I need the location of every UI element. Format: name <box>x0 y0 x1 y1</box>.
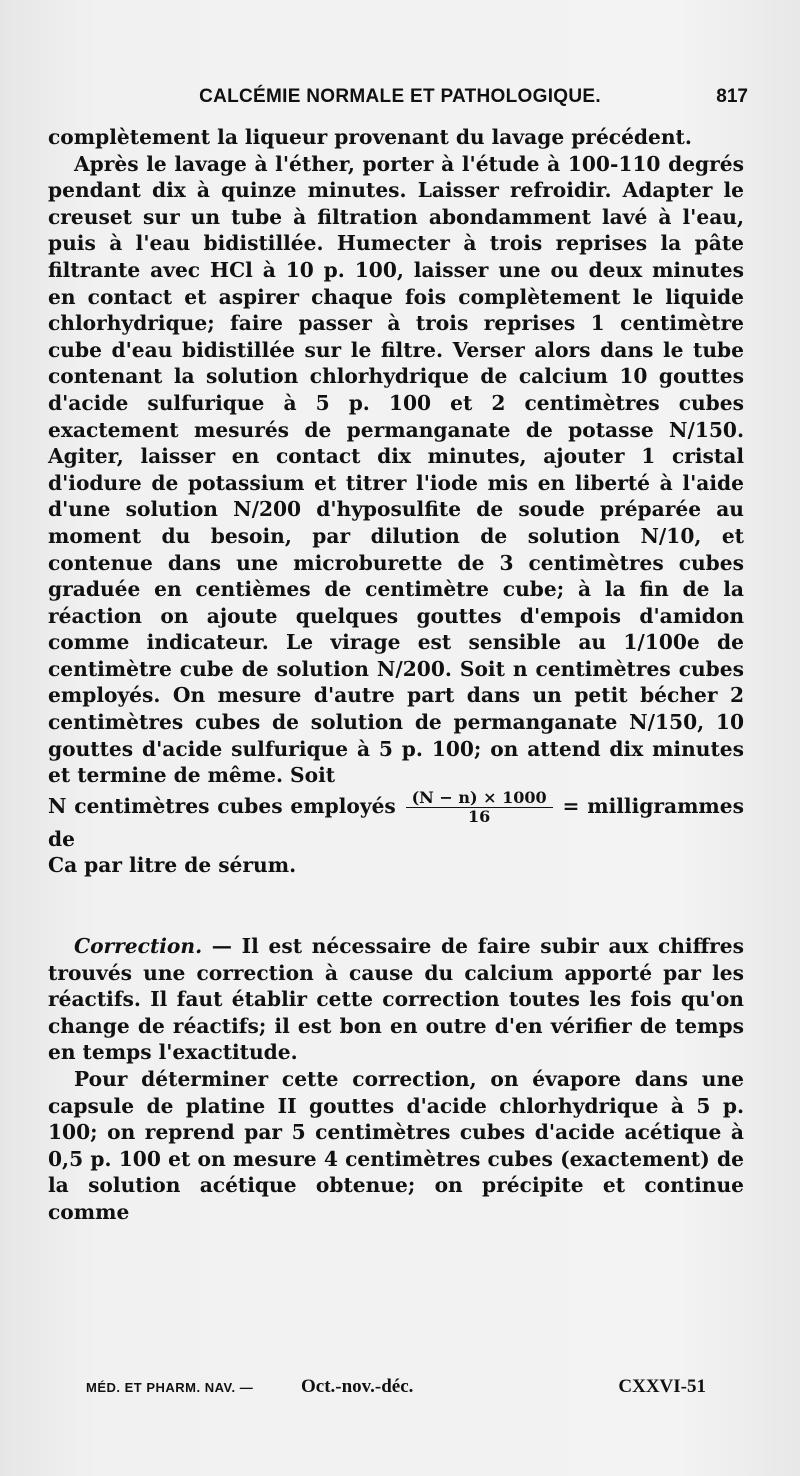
footer-issue: Oct.-nov.-déc. <box>301 1376 414 1397</box>
paragraph-procedure: Après le lavage à l'éther, porter à l'étude à 100-110 degrés pendant dix à quinze minutes. Laisser refroidir. Adapter le creuset sur un tube à filtration abondamment lavé à l'eau, puis à l'eau bidistillée. Humecter à trois reprises la pâte filtrante avec HCl à 10 p. 100, laisser une ou deux minutes en contact et aspirer chaque fois complètement le liquide chlorhydrique; faire passer à trois reprises 1 centimètre cube d'eau bidistillée sur le filtre. Verser alors dans le tube contenant la solution chlorhydrique de calcium 10 gouttes d'acide sulfurique à 5 p. 100 et 2 centimètres cubes exactement mesurés de permanganate de potasse N/150. Agiter, laisser en contact dix minutes, ajouter 1 cristal d'iodure de potassium et titrer l'iode mis en liberté à l'aide d'une solution N/200 d'hyposulfite de soude préparée au moment du besoin, par dilution de solution N/10, et contenue dans une microburette de 3 centimètres cubes graduée en centièmes de centimètre cube; à la fin de la réaction on ajoute quelques gouttes d'empois d'amidon comme indicateur. Le virage est sensible au 1/100e de centimètre cube de solution N/200. Soit n centimètres cubes employés. On mesure d'autre part dans un petit bécher 2 centimètres cubes de solution de permanganate N/150, 10 gouttes d'acide sulfurique à 5 p. 100; on attend dix minutes et termine de même. Soit <box>48 151 744 788</box>
section-gap <box>48 879 744 933</box>
formula-suffix: = milligrammes de <box>48 793 745 851</box>
page-footer <box>86 1376 706 1410</box>
formula-line <box>48 789 744 853</box>
formula-numerator: (N − n) × 1000 <box>406 789 553 808</box>
correction-label: Correction. <box>74 934 203 959</box>
footer-journal: MÉD. ET PHARM. NAV. — <box>86 1380 254 1395</box>
correction-text: — Il est nécessaire de faire subir aux chiffres trouvés une correction à cause du calcium apporté par les réactifs. Il faut établir cette correction toutes les fois qu'on change de réactifs; il est bon en outre d'en vérifier de temps en temps l'exactitude. <box>48 934 744 1065</box>
header-title: CALCÉMIE NORMALE ET PATHOLOGIQUE. <box>199 86 601 107</box>
paragraph-result: Ca par litre de sérum. <box>48 853 297 878</box>
paragraph-continuation: complètement la liqueur provenant du lavage précédent. <box>48 125 692 149</box>
body-text <box>48 124 744 1226</box>
formula-prefix: N centimètres cubes employés <box>48 793 396 818</box>
formula-fraction <box>406 789 553 826</box>
footer-signature: CXXVI-51 <box>618 1376 706 1397</box>
formula-denominator: 16 <box>467 806 491 826</box>
paragraph-determination: Pour déterminer cette correction, on évapore dans une capsule de platine II gouttes d'acide chlorhydrique à 5 p. 100; on reprend par 5 centimètres cubes d'acide acétique à 0,5 p. 100 et on mesure 4 centimètres cubes (exactement) de la solution acétique obtenue; on précipite et continue comme <box>48 1067 744 1224</box>
running-header <box>52 86 748 120</box>
page-number: 817 <box>716 86 748 107</box>
paragraph-correction <box>48 933 744 1066</box>
